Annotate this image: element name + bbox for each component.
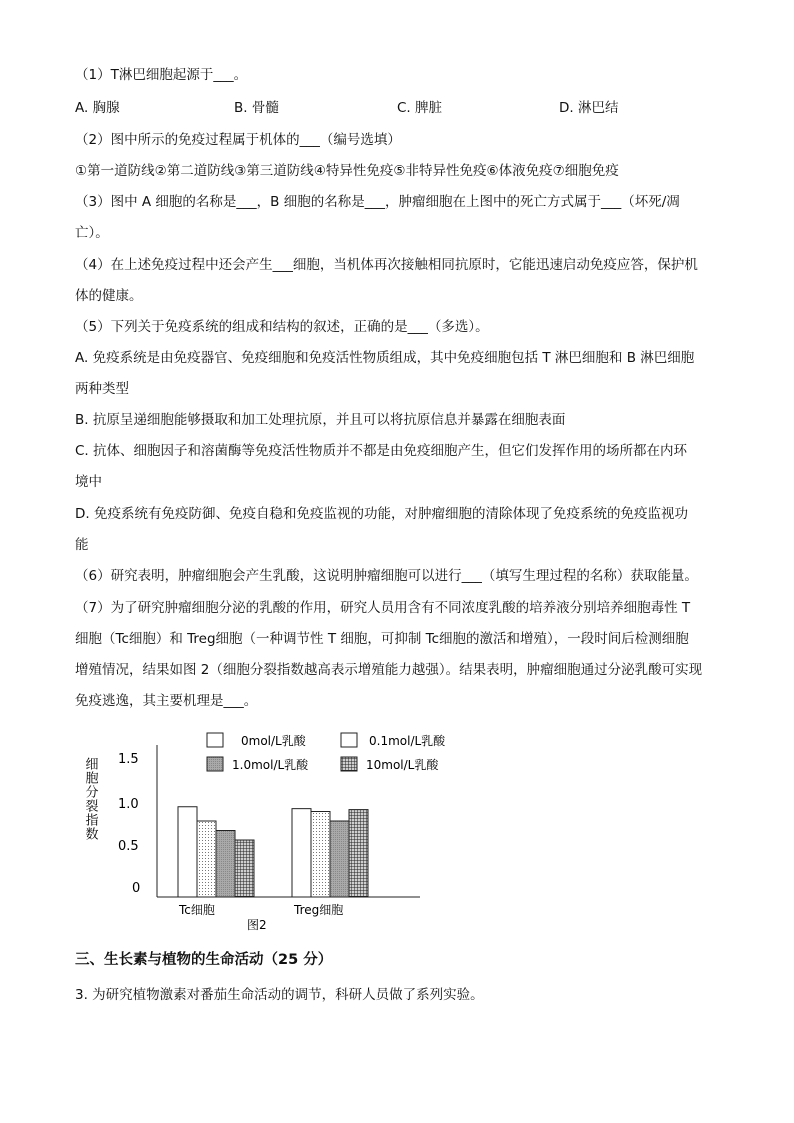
legend-swatch	[341, 733, 357, 747]
x-category-label: Tc细胞	[179, 903, 215, 917]
q5-option-c-line1: C. 抗体、细胞因子和溶菌酶等免疫活性物质并不都是由免疫细胞产生，但它们发挥作用的场所都在内环	[75, 443, 688, 459]
legend	[207, 733, 446, 772]
q4-line2: 体的健康。	[75, 288, 143, 304]
q7-line4: 免疫逃逸，其主要机理是___。	[75, 693, 258, 709]
legend-label: 1.0mol/L乳酸	[232, 758, 309, 772]
bars-group	[178, 807, 368, 897]
legend-swatch	[341, 757, 357, 771]
q5-option-c-line2: 境中	[75, 474, 102, 490]
q7-line1: （7）为了研究肿瘤细胞分泌的乳酸的作用，研究人员用含有不同浓度乳酸的培养液分别培养细胞毒性 T	[75, 600, 691, 616]
question-3-intro: 3. 为研究植物激素对番茄生命活动的调节，科研人员做了系列实验。	[75, 987, 484, 1003]
figure-caption: 图2	[247, 918, 267, 932]
legend-swatch	[207, 733, 223, 747]
bar	[311, 812, 330, 898]
bar	[235, 840, 254, 897]
y-axis-label: 细胞分裂指数	[82, 757, 98, 841]
figure-2-bar-chart	[75, 725, 475, 940]
q3-line1: （3）图中 A 细胞的名称是___，B 细胞的名称是___，肿瘤细胞在上图中的死亡方式属于___（坏死/凋	[75, 194, 680, 210]
q5-option-a-line1: A. 免疫系统是由免疫器官、免疫细胞和免疫活性物质组成，其中免疫细胞包括 T 淋巴细胞和 B 淋巴细胞	[75, 350, 695, 366]
bar	[292, 809, 311, 897]
q5-option-d-line2: 能	[75, 537, 89, 553]
q6-stem: （6）研究表明，肿瘤细胞会产生乳酸，这说明肿瘤细胞可以进行___（填写生理过程的名称）获取能量。	[75, 568, 698, 584]
legend-label: 0.1mol/L乳酸	[369, 734, 446, 748]
q4-line1: （4）在上述免疫过程中还会产生___细胞，当机体再次接触相同抗原时，它能迅速启动免疫应答，保护机	[75, 257, 698, 273]
legend-swatch	[207, 757, 223, 771]
q5-option-d-line1: D. 免疫系统有免疫防御、免疫自稳和免疫监视的功能，对肿瘤细胞的清除体现了免疫系统的免疫监视功	[75, 506, 688, 522]
q1-option-a: A. 胸腺	[75, 100, 120, 116]
bar	[216, 831, 235, 898]
y-tick-label: 1.0	[118, 797, 139, 812]
bar	[197, 821, 216, 897]
q2-choices: ①第一道防线②第二道防线③第三道防线④特异性免疫⑤非特异性免疫⑥体液免疫⑦细胞免疫	[75, 163, 619, 179]
y-tick-label: 0	[132, 881, 141, 896]
q3-line2: 亡）。	[75, 225, 109, 241]
legend-label: 10mol/L乳酸	[366, 758, 439, 772]
q1-option-b: B. 骨髓	[234, 100, 279, 116]
y-tick-label: 0.5	[118, 839, 139, 854]
q7-line2: 细胞（Tc细胞）和 Treg细胞（一种调节性 T 细胞，可抑制 Tc细胞的激活和增殖），一段时间后检测细胞	[75, 631, 689, 647]
q2-stem: （2）图中所示的免疫过程属于机体的___（编号选填）	[75, 132, 401, 148]
q1-option-d: D. 淋巴结	[559, 100, 619, 116]
q1-option-c: C. 脾脏	[397, 100, 443, 116]
bar	[178, 807, 197, 897]
q1-stem: （1）T淋巴细胞起源于___。	[75, 67, 248, 83]
q5-option-b: B. 抗原呈递细胞能够摄取和加工处理抗原，并且可以将抗原信息并暴露在细胞表面	[75, 412, 566, 428]
bar	[349, 810, 368, 897]
bar	[330, 821, 349, 897]
section-3-heading: 三、生长素与植物的生命活动（25 分）	[75, 952, 333, 968]
y-tick-label: 1.5	[118, 752, 139, 767]
q5-stem: （5）下列关于免疫系统的组成和结构的叙述，正确的是___（多选）。	[75, 319, 489, 335]
q5-option-a-line2: 两种类型	[75, 381, 129, 397]
legend-label: 0mol/L乳酸	[241, 734, 306, 748]
q7-line3: 增殖情况，结果如图 2（细胞分裂指数越高表示增殖能力越强）。结果表明，肿瘤细胞通过分泌乳酸可实现	[75, 662, 703, 678]
x-category-label: Treg细胞	[294, 903, 344, 917]
